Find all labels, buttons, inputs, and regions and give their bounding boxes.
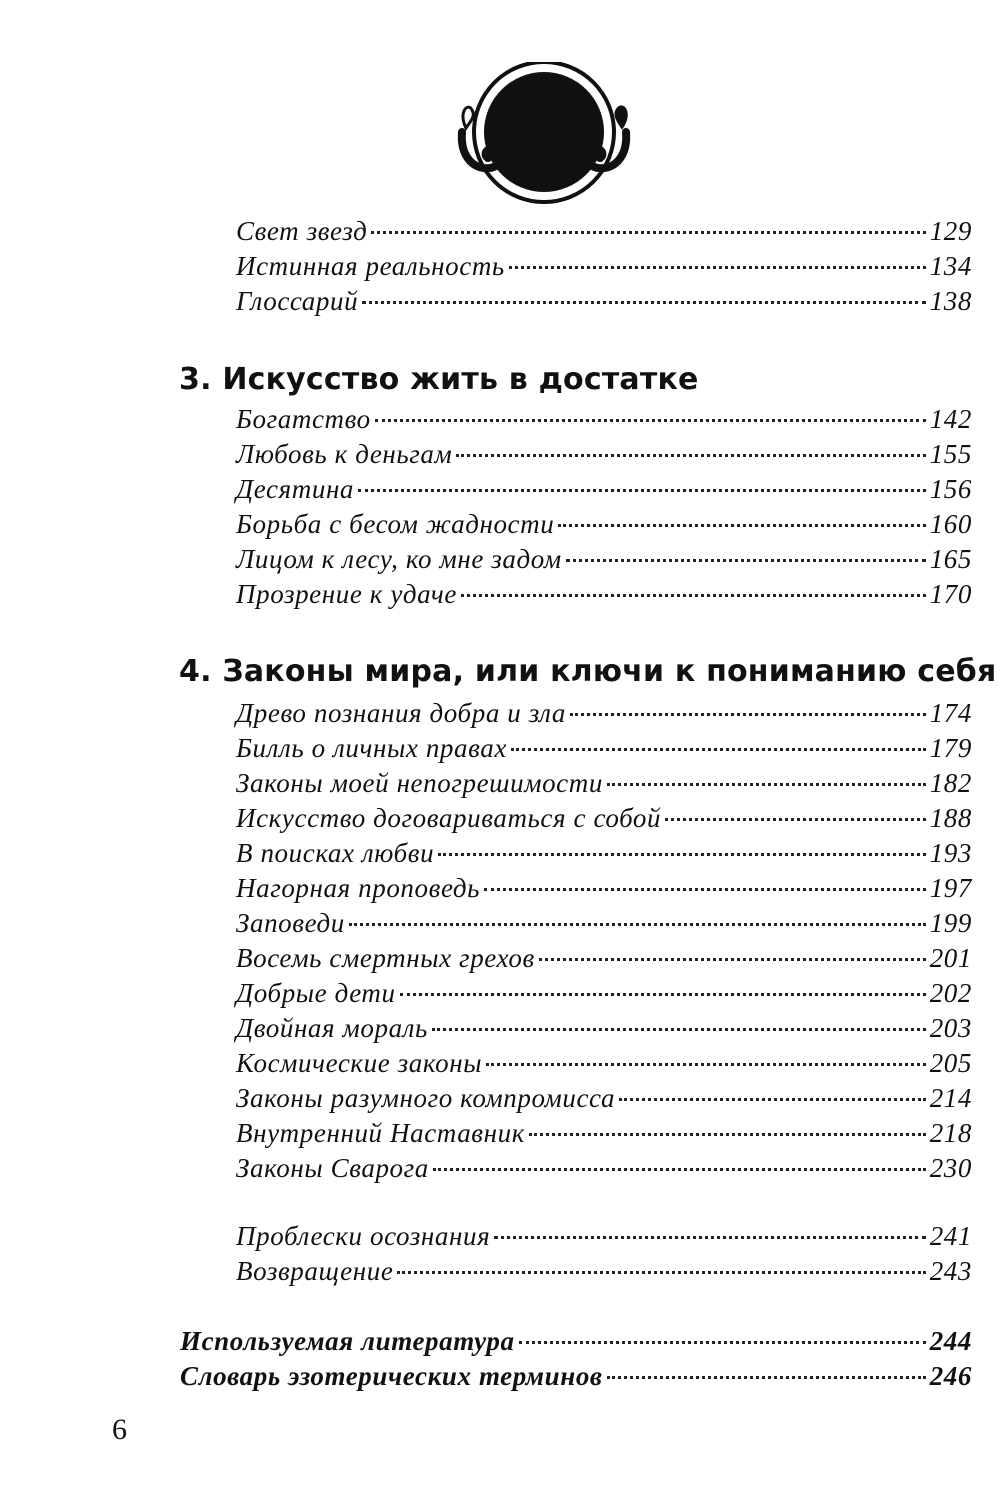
toc-entry-title: В поисках любви (236, 838, 435, 868)
toc-entry-title: Проблески осознания (236, 1221, 491, 1251)
toc-entry (236, 1081, 972, 1115)
toc-entry-title: Восемь смертных грехов (236, 943, 535, 973)
toc-leader-dots (539, 958, 926, 961)
toc-leader-dots (358, 489, 926, 492)
toc-entry-page: 203 (929, 1013, 972, 1043)
toc-entry (236, 472, 972, 506)
toc-entry-title: Любовь к деньгам (236, 439, 453, 469)
toc-entry-title: Искусство договариваться с собой (236, 803, 662, 833)
toc-leader-dots (461, 594, 926, 597)
toc-entry-title: Десятина (236, 474, 355, 504)
toc-entry-page: 188 (929, 803, 972, 833)
toc-entry-title: Лицом к лесу, ко мне задом (236, 544, 562, 574)
toc-entry-title: Используемая литература (180, 1326, 515, 1356)
toc-leader-dots (456, 454, 925, 457)
toc-leader-dots (486, 1063, 926, 1066)
toc-entry-title: Законы моей непогрешимости (236, 768, 603, 798)
toc-entry-page: 243 (929, 1256, 972, 1286)
toc-entry-page: 142 (929, 404, 972, 434)
toc-entry-title: Добрые дети (236, 978, 396, 1008)
toc-leader-dots (570, 713, 926, 716)
toc-leader-dots (349, 923, 926, 926)
toc-entry-page: 170 (929, 579, 972, 609)
toc-entry (236, 577, 972, 611)
toc-leader-dots (375, 419, 926, 422)
toc-entry-page: 156 (929, 474, 972, 504)
toc-entry (236, 1046, 972, 1080)
toc-entry (236, 731, 972, 765)
section-heading: 4. Законы мира, или ключи к пониманию себя (179, 654, 997, 689)
toc-entry-page: 241 (929, 1221, 972, 1251)
toc-entry-page: 165 (929, 544, 972, 574)
toc-entry (236, 836, 972, 870)
toc-entry-title: Глоссарий (236, 286, 359, 316)
toc-leader-dots (519, 1341, 926, 1344)
toc-entry (236, 214, 972, 248)
toc-entry-page: 155 (929, 439, 972, 469)
toc-entry (236, 402, 972, 436)
toc-leader-dots (397, 1271, 925, 1274)
toc-entry-title: Богатство (236, 404, 371, 434)
toc-entry-title: Двойная мораль (236, 1013, 428, 1043)
toc-entry-title: Словарь эзотерических терминов (180, 1361, 603, 1391)
section-heading: 3. Искусство жить в достатке (179, 362, 699, 397)
toc-entry-page: 179 (929, 733, 972, 763)
toc-entry (236, 766, 972, 800)
toc-leader-dots (433, 1168, 926, 1171)
toc-entry (236, 1219, 972, 1253)
toc-leader-dots (362, 301, 925, 304)
toc-entry-title: Внутренний Наставник (236, 1118, 525, 1148)
toc-leader-dots (509, 266, 926, 269)
toc-entry-page: 193 (929, 838, 972, 868)
toc-entry (236, 696, 972, 730)
toc-entry (236, 1116, 972, 1150)
toc-entry-page: 218 (929, 1118, 972, 1148)
toc-entry (236, 941, 972, 975)
toc-entry-page: 230 (929, 1153, 972, 1183)
toc-entry-page: 160 (929, 509, 972, 539)
toc-entry-page: 201 (929, 943, 972, 973)
toc-entry-page: 202 (929, 978, 972, 1008)
toc-entry-page: 174 (929, 698, 972, 728)
toc-leader-dots (371, 231, 925, 234)
toc-entry-title: Законы Сварога (236, 1153, 429, 1183)
toc-leader-dots (558, 524, 925, 527)
toc-entry-page: 246 (929, 1361, 972, 1391)
toc-entry-title: Истинная реальность (236, 251, 505, 281)
toc-entry (236, 976, 972, 1010)
toc-entry (236, 906, 972, 940)
ornament-emblem-icon (452, 62, 636, 206)
toc-entry-page: 214 (929, 1083, 972, 1113)
toc-entry (236, 249, 972, 283)
toc-entry-page: 134 (929, 251, 972, 281)
toc-leader-dots (484, 888, 926, 891)
toc-entry (236, 1254, 972, 1288)
toc-leader-dots (438, 853, 926, 856)
toc-entry-page: 182 (929, 768, 972, 798)
toc-entry-title: Нагорная проповедь (236, 873, 481, 903)
toc-entry-title: Космические законы (236, 1048, 483, 1078)
toc-entry (236, 1011, 972, 1045)
toc-leader-dots (494, 1236, 925, 1239)
toc-entry-title: Древо познания добра и зла (236, 698, 566, 728)
toc-leader-dots (566, 559, 926, 562)
toc-leader-dots (619, 1098, 926, 1101)
toc-entry-title: Свет звезд (236, 216, 368, 246)
toc-entry (236, 871, 972, 905)
toc-entry-title: Билль о личных правах (236, 733, 507, 763)
toc-leader-dots (607, 783, 926, 786)
toc-leader-dots (665, 818, 926, 821)
toc-entry-title: Заповеди (236, 908, 345, 938)
toc-entry-bold (180, 1324, 972, 1358)
toc-entry (236, 542, 972, 576)
toc-entry-page: 197 (929, 873, 972, 903)
toc-entry-page: 199 (929, 908, 972, 938)
toc-entry (236, 437, 972, 471)
toc-entry-page: 138 (929, 286, 972, 316)
toc-entry-bold (180, 1359, 972, 1393)
toc-entry-title: Борьба с бесом жадности (236, 509, 555, 539)
toc-leader-dots (511, 748, 926, 751)
toc-entry-page: 244 (929, 1326, 972, 1356)
toc-leader-dots (432, 1028, 926, 1031)
toc-entry-page: 129 (929, 216, 972, 246)
toc-entry (236, 1151, 972, 1185)
toc-entry-title: Законы разумного компромисса (236, 1083, 616, 1113)
toc-entry-page: 205 (929, 1048, 972, 1078)
toc-leader-dots (607, 1376, 926, 1379)
page-number: 6 (112, 1413, 127, 1446)
toc-entry-title: Прозрение к удаче (236, 579, 457, 609)
toc-entry-title: Возвращение (236, 1256, 394, 1286)
toc-leader-dots (529, 1133, 926, 1136)
toc-entry (236, 801, 972, 835)
toc-entry (236, 284, 972, 318)
toc-entry (236, 507, 972, 541)
toc-leader-dots (400, 993, 926, 996)
